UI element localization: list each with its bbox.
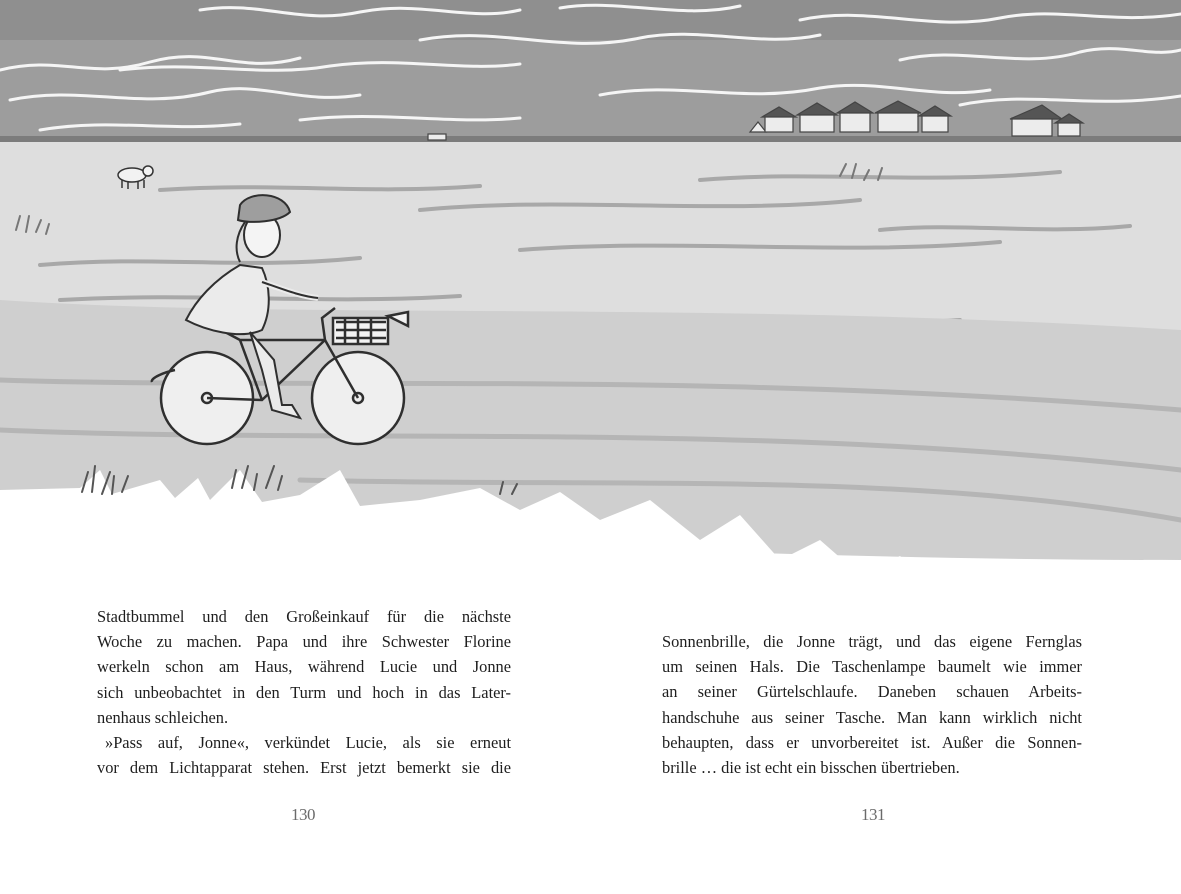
- text-line: Stadtbummel und den Großeinkauf für die nächste: [97, 607, 511, 626]
- text-line: sich unbeobachtet in den Turm und hoch in das Later-: [97, 682, 511, 702]
- text-line: um seinen Hals. Die Taschenlampe baumelt wie immer: [662, 657, 1082, 677]
- page-number-right: 131: [861, 805, 885, 824]
- text-line: Sonnenbrille, die Jonne trägt, und das eigene Fernglas: [662, 632, 1082, 651]
- text-line: vor dem Lichtapparat stehen. Erst jetzt bemerkt sie die: [97, 758, 511, 778]
- text-line: Woche zu machen. Papa und ihre Schwester Florine: [97, 632, 511, 652]
- text-line: brille … die ist echt ein bisschen übertrieben.: [662, 758, 960, 778]
- text-line: »Pass auf, Jonne«, verkündet Lucie, als sie erneut: [105, 733, 511, 753]
- page-number-left: 130: [291, 805, 315, 824]
- text-line: behaupten, dass er unvorbereitet ist. Außer die Sonnen-: [662, 732, 1082, 752]
- text-line: werkeln schon am Haus, während Lucie und Jonne: [97, 657, 511, 677]
- right-page-text: [662, 629, 1082, 780]
- text-line: an seiner Gürtelschlaufe. Daneben schauen Arbeits-: [662, 682, 1082, 702]
- text-line: nenhaus schleichen.: [97, 707, 229, 727]
- left-page-text: [97, 604, 511, 780]
- text-line: handschuhe aus seiner Tasche. Man kann wirklich nicht: [662, 707, 1082, 727]
